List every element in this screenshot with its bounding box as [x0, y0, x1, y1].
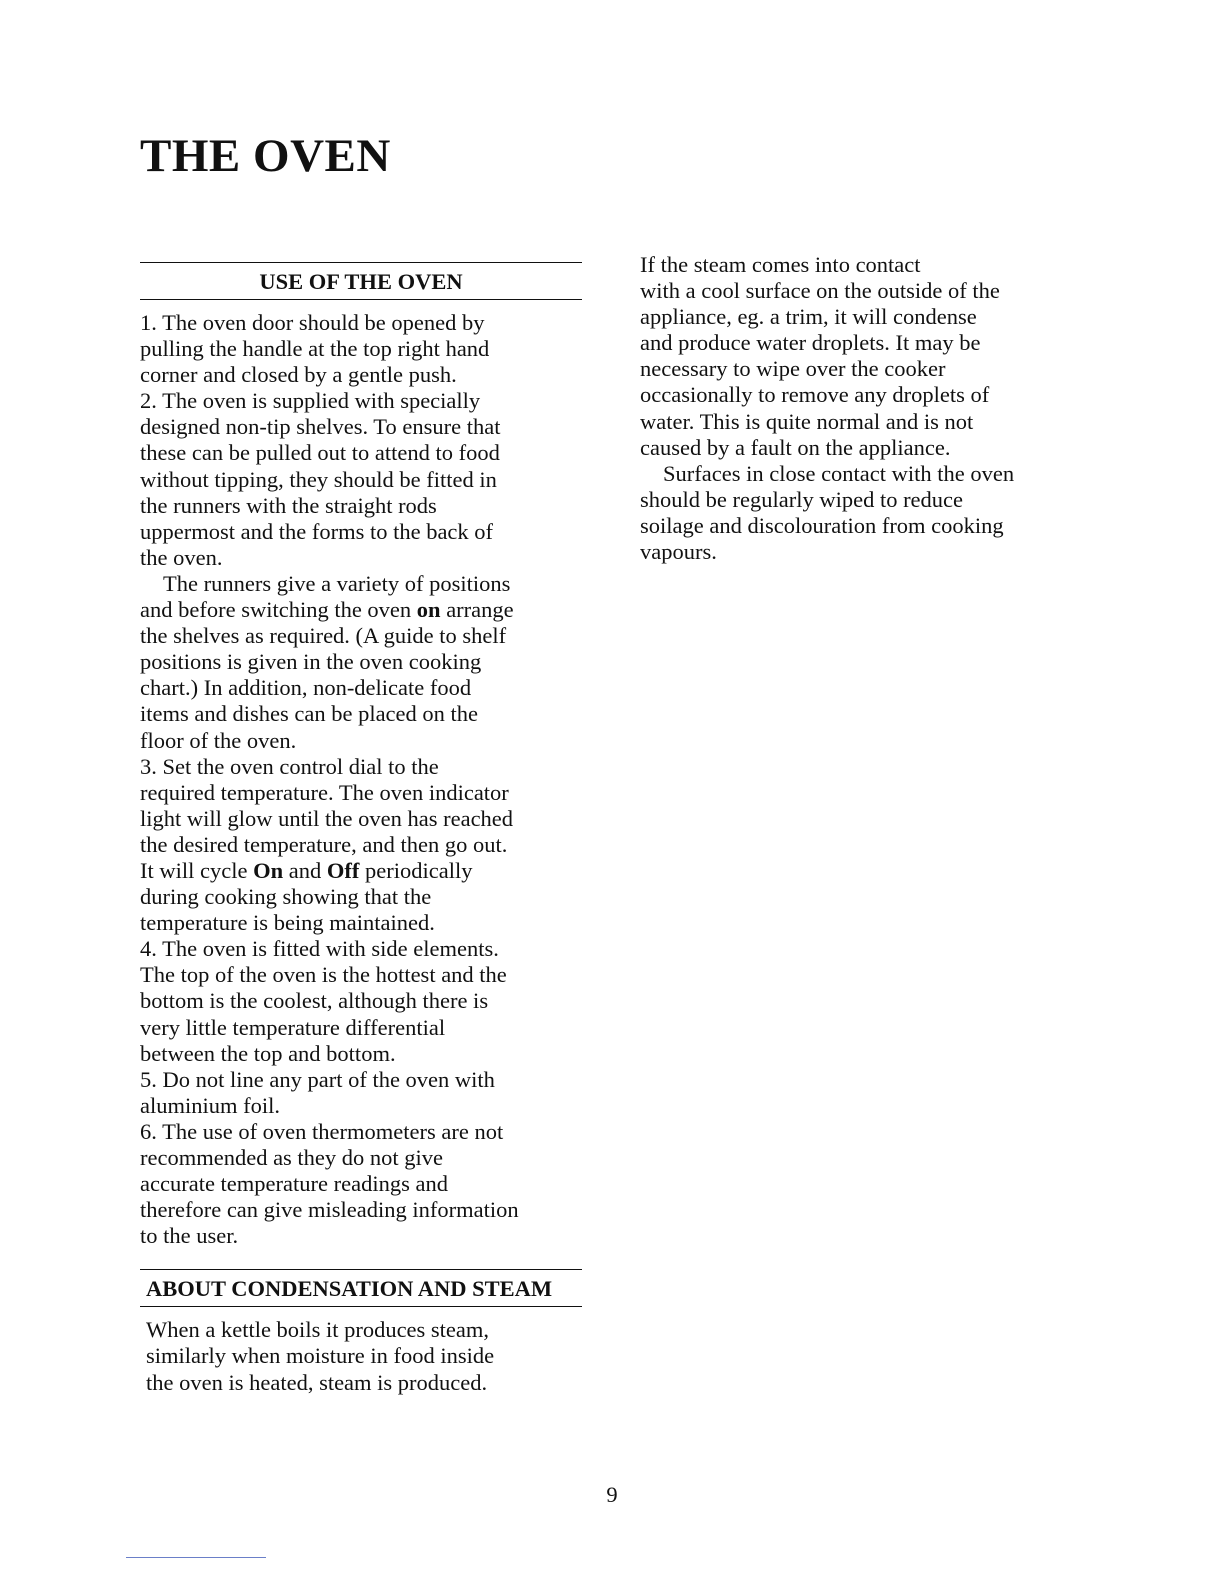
- use-of-oven-body: [140, 310, 582, 1249]
- page-title: THE OVEN: [140, 130, 391, 182]
- condensation-intro-paragraph: When a kettle boils it produces steam, similarly when moisture in food inside the oven is heated, steam is produced.: [146, 1317, 495, 1395]
- runners-text-before: The runners give a variety of positions and before switching the oven: [140, 570, 511, 623]
- item-4-paragraph: 4. The oven is fitted with side elements. The top of the oven is the hottest and the bottom is the coolest, although there is very little temperature differential between the top and bottom.: [140, 936, 507, 1066]
- condensation-heading: ABOUT CONDENSATION AND STEAM: [140, 1270, 582, 1307]
- item-6-paragraph: 6. The use of oven thermometers are not recommended as they do not give accurate temperature readings and therefore can give misleading information to the user.: [140, 1118, 519, 1249]
- runners-bold-on: on: [416, 597, 441, 623]
- item-5-paragraph: 5. Do not line any part of the oven with aluminium foil.: [140, 1066, 495, 1118]
- item-3-bold-off: Off: [326, 857, 360, 883]
- condensation-body: [140, 1317, 582, 1395]
- runners-paragraph: [140, 571, 582, 754]
- runners-text-after: arrange the shelves as required. (A guide to shelf positions is given in the oven cooking chart.) In addition, non-delicate food items and dishes can be placed on the floor of the oven.: [140, 597, 514, 753]
- item-2-paragraph: 2. The oven is supplied with specially designed non-tip shelves. To ensure that these can be pulled out to attend to food without tipping, they should be fitted in the runners with the straight rods uppermost and the forms to the back of the oven.: [140, 388, 501, 570]
- item-3-text-after: periodically during cooking showing that the temperature is being maintained.: [140, 857, 473, 936]
- condensation-section: [140, 1269, 582, 1395]
- item-1-paragraph: 1. The oven door should be opened by pulling the handle at the top right hand corner and closed by a gentle push.: [140, 310, 490, 388]
- use-of-oven-heading: USE OF THE OVEN: [140, 263, 582, 300]
- item-3-paragraph: [140, 754, 582, 937]
- page-number: 9: [606, 1482, 618, 1507]
- item-3-text-before: 3. Set the oven control dial to the required temperature. The oven indicator light will glow until the oven has reached the desired temperature, and then go out. It will cycle: [140, 753, 514, 883]
- bottom-divider: [126, 1557, 266, 1558]
- condensation-continued-paragraph: If the steam comes into contact with a cool surface on the outside of the appliance, eg. a trim, it will condense and produce water droplets. It may be necessary to wipe over the cooker occasionally to remove any droplets of water. This is quite normal and is not caused by a fault on the appliance.: [640, 252, 1000, 460]
- left-column: [140, 262, 582, 1396]
- item-3-bold-on: On: [253, 857, 284, 883]
- surfaces-paragraph: Surfaces in close contact with the oven should be regularly wiped to reduce soilage and discolouration from cooking vapours.: [640, 460, 1015, 565]
- right-column: [640, 252, 1080, 565]
- item-3-text-mid: and: [283, 857, 327, 883]
